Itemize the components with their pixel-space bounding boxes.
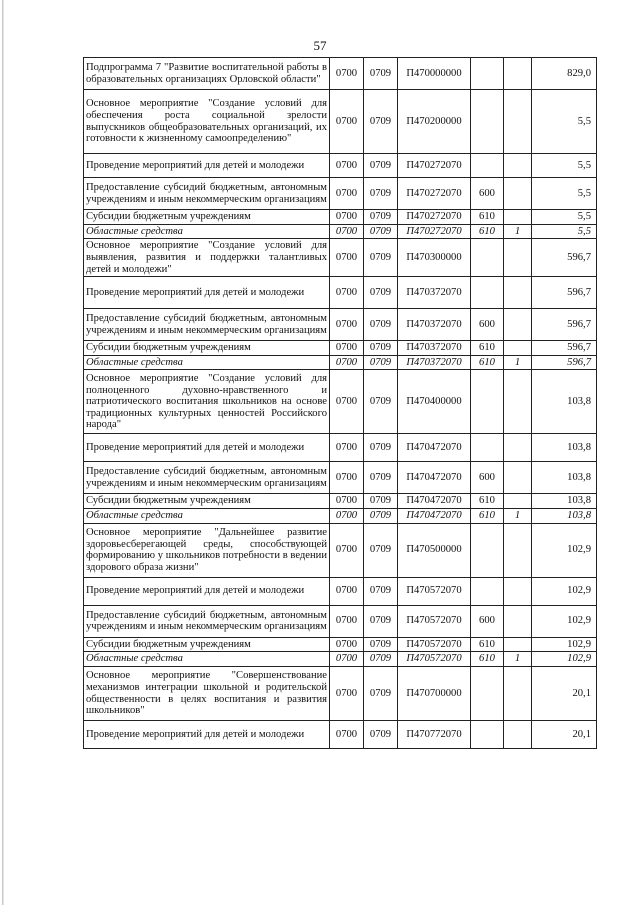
row-expense-cell xyxy=(471,58,504,90)
row-sum-cell: 20,1 xyxy=(532,721,597,749)
row-extra-cell xyxy=(504,494,532,509)
row-subsection-cell: 0709 xyxy=(364,605,398,637)
row-sum-cell: 5,5 xyxy=(532,154,597,178)
row-sum-cell: 102,9 xyxy=(532,605,597,637)
row-section-cell: 0700 xyxy=(330,434,364,462)
row-expense-cell: 610 xyxy=(471,509,504,524)
row-name-cell: Проведение мероприятий для детей и молодежи xyxy=(84,721,330,749)
table-row xyxy=(84,494,597,509)
row-section-cell: 0700 xyxy=(330,341,364,356)
row-expense-cell xyxy=(471,370,504,434)
row-subsection-cell: 0709 xyxy=(364,652,398,667)
row-subsection-cell: 0709 xyxy=(364,154,398,178)
row-sum-cell: 596,7 xyxy=(532,309,597,341)
table-row xyxy=(84,309,597,341)
row-section-cell: 0700 xyxy=(330,577,364,605)
table-row xyxy=(84,605,597,637)
row-expense-cell: 600 xyxy=(471,178,504,210)
row-target-cell: П470000000 xyxy=(398,58,471,90)
row-extra-cell: 1 xyxy=(504,652,532,667)
row-subsection-cell: 0709 xyxy=(364,355,398,370)
row-extra-cell xyxy=(504,434,532,462)
row-expense-cell: 610 xyxy=(471,652,504,667)
row-target-cell: П470372070 xyxy=(398,277,471,309)
row-name-cell: Основное мероприятие "Создание условий для выявления, развития и поддержки талантливых детей и молодежи" xyxy=(84,239,330,277)
row-expense-cell: 610 xyxy=(471,341,504,356)
row-name-cell: Субсидии бюджетным учреждениям xyxy=(84,494,330,509)
page-number: 57 xyxy=(313,38,327,53)
row-target-cell: П470572070 xyxy=(398,652,471,667)
row-sum-cell: 103,8 xyxy=(532,462,597,494)
row-target-cell: П470272070 xyxy=(398,224,471,239)
row-subsection-cell: 0709 xyxy=(364,58,398,90)
row-name-cell: Субсидии бюджетным учреждениям xyxy=(84,341,330,356)
row-target-cell: П470472070 xyxy=(398,434,471,462)
row-subsection-cell: 0709 xyxy=(364,667,398,721)
row-extra-cell xyxy=(504,210,532,225)
row-name-cell: Областные средства xyxy=(84,224,330,239)
row-section-cell: 0700 xyxy=(330,210,364,225)
row-name-cell: Предоставление субсидий бюджетным, автономным учреждениям и иным некоммерческим организациям xyxy=(84,309,330,341)
row-target-cell: П470272070 xyxy=(398,154,471,178)
row-target-cell: П470272070 xyxy=(398,178,471,210)
row-section-cell: 0700 xyxy=(330,154,364,178)
row-target-cell: П470572070 xyxy=(398,637,471,652)
row-section-cell: 0700 xyxy=(330,178,364,210)
row-expense-cell: 610 xyxy=(471,355,504,370)
row-section-cell: 0700 xyxy=(330,721,364,749)
row-name-cell: Проведение мероприятий для детей и молодежи xyxy=(84,154,330,178)
row-sum-cell: 103,8 xyxy=(532,494,597,509)
table-row xyxy=(84,509,597,524)
row-sum-cell: 596,7 xyxy=(532,277,597,309)
row-target-cell: П470772070 xyxy=(398,721,471,749)
row-sum-cell: 20,1 xyxy=(532,667,597,721)
row-name-cell: Субсидии бюджетным учреждениям xyxy=(84,210,330,225)
row-section-cell: 0700 xyxy=(330,667,364,721)
row-sum-cell: 102,9 xyxy=(532,523,597,577)
table-row xyxy=(84,178,597,210)
table-row xyxy=(84,90,597,154)
row-sum-cell: 829,0 xyxy=(532,58,597,90)
row-section-cell: 0700 xyxy=(330,355,364,370)
budget-table xyxy=(83,57,597,749)
row-extra-cell xyxy=(504,605,532,637)
row-expense-cell: 610 xyxy=(471,224,504,239)
row-section-cell: 0700 xyxy=(330,605,364,637)
row-section-cell: 0700 xyxy=(330,239,364,277)
table-row xyxy=(84,58,597,90)
row-expense-cell: 600 xyxy=(471,309,504,341)
row-section-cell: 0700 xyxy=(330,523,364,577)
row-target-cell: П470500000 xyxy=(398,523,471,577)
table-row xyxy=(84,210,597,225)
row-name-cell: Областные средства xyxy=(84,355,330,370)
row-extra-cell xyxy=(504,178,532,210)
row-name-cell: Проведение мероприятий для детей и молодежи xyxy=(84,277,330,309)
row-sum-cell: 103,8 xyxy=(532,370,597,434)
row-subsection-cell: 0709 xyxy=(364,577,398,605)
table-row xyxy=(84,154,597,178)
row-extra-cell xyxy=(504,58,532,90)
row-expense-cell: 610 xyxy=(471,494,504,509)
row-sum-cell: 102,9 xyxy=(532,652,597,667)
row-extra-cell xyxy=(504,577,532,605)
row-extra-cell: 1 xyxy=(504,224,532,239)
row-sum-cell: 596,7 xyxy=(532,239,597,277)
row-name-cell: Субсидии бюджетным учреждениям xyxy=(84,637,330,652)
row-expense-cell xyxy=(471,577,504,605)
row-target-cell: П470472070 xyxy=(398,494,471,509)
table-row xyxy=(84,370,597,434)
row-extra-cell xyxy=(504,239,532,277)
row-section-cell: 0700 xyxy=(330,494,364,509)
row-extra-cell xyxy=(504,309,532,341)
table-row xyxy=(84,224,597,239)
row-name-cell: Проведение мероприятий для детей и молодежи xyxy=(84,577,330,605)
row-extra-cell: 1 xyxy=(504,509,532,524)
row-target-cell: П470472070 xyxy=(398,509,471,524)
row-target-cell: П470572070 xyxy=(398,605,471,637)
row-extra-cell xyxy=(504,90,532,154)
row-sum-cell: 596,7 xyxy=(532,341,597,356)
row-extra-cell xyxy=(504,721,532,749)
row-target-cell: П470700000 xyxy=(398,667,471,721)
row-target-cell: П470300000 xyxy=(398,239,471,277)
table-row xyxy=(84,667,597,721)
row-extra-cell xyxy=(504,637,532,652)
table-row xyxy=(84,652,597,667)
row-target-cell: П470372070 xyxy=(398,309,471,341)
row-subsection-cell: 0709 xyxy=(364,90,398,154)
row-section-cell: 0700 xyxy=(330,652,364,667)
row-section-cell: 0700 xyxy=(330,637,364,652)
row-sum-cell: 5,5 xyxy=(532,210,597,225)
row-subsection-cell: 0709 xyxy=(364,341,398,356)
row-sum-cell: 5,5 xyxy=(532,178,597,210)
row-sum-cell: 103,8 xyxy=(532,434,597,462)
row-subsection-cell: 0709 xyxy=(364,462,398,494)
row-expense-cell xyxy=(471,154,504,178)
row-expense-cell xyxy=(471,667,504,721)
row-section-cell: 0700 xyxy=(330,462,364,494)
row-section-cell: 0700 xyxy=(330,370,364,434)
row-sum-cell: 5,5 xyxy=(532,90,597,154)
row-section-cell: 0700 xyxy=(330,58,364,90)
row-subsection-cell: 0709 xyxy=(364,210,398,225)
row-target-cell: П470272070 xyxy=(398,210,471,225)
row-section-cell: 0700 xyxy=(330,309,364,341)
row-sum-cell: 102,9 xyxy=(532,577,597,605)
table-row xyxy=(84,277,597,309)
row-name-cell: Областные средства xyxy=(84,509,330,524)
row-extra-cell: 1 xyxy=(504,355,532,370)
row-subsection-cell: 0709 xyxy=(364,721,398,749)
row-target-cell: П470400000 xyxy=(398,370,471,434)
row-extra-cell xyxy=(504,462,532,494)
row-subsection-cell: 0709 xyxy=(364,370,398,434)
row-name-cell: Предоставление субсидий бюджетным, автономным учреждениям и иным некоммерческим организациям xyxy=(84,178,330,210)
row-section-cell: 0700 xyxy=(330,224,364,239)
table-row xyxy=(84,434,597,462)
row-extra-cell xyxy=(504,277,532,309)
row-subsection-cell: 0709 xyxy=(364,224,398,239)
row-subsection-cell: 0709 xyxy=(364,509,398,524)
row-sum-cell: 102,9 xyxy=(532,637,597,652)
row-subsection-cell: 0709 xyxy=(364,309,398,341)
row-expense-cell xyxy=(471,90,504,154)
row-expense-cell xyxy=(471,434,504,462)
table-row xyxy=(84,239,597,277)
row-target-cell: П470372070 xyxy=(398,355,471,370)
row-section-cell: 0700 xyxy=(330,509,364,524)
row-expense-cell xyxy=(471,721,504,749)
table-row xyxy=(84,355,597,370)
row-expense-cell xyxy=(471,523,504,577)
table-row xyxy=(84,577,597,605)
row-name-cell: Проведение мероприятий для детей и молодежи xyxy=(84,434,330,462)
row-subsection-cell: 0709 xyxy=(364,523,398,577)
row-extra-cell xyxy=(504,341,532,356)
table-row xyxy=(84,523,597,577)
table-row xyxy=(84,637,597,652)
row-extra-cell xyxy=(504,154,532,178)
row-section-cell: 0700 xyxy=(330,90,364,154)
row-extra-cell xyxy=(504,523,532,577)
row-target-cell: П470200000 xyxy=(398,90,471,154)
row-subsection-cell: 0709 xyxy=(364,178,398,210)
row-sum-cell: 5,5 xyxy=(532,224,597,239)
table-body xyxy=(84,58,597,749)
row-name-cell: Подпрограмма 7 "Развитие воспитательной работы в образовательных организациях Орловской области" xyxy=(84,58,330,90)
row-expense-cell: 610 xyxy=(471,637,504,652)
row-subsection-cell: 0709 xyxy=(364,277,398,309)
row-target-cell: П470572070 xyxy=(398,577,471,605)
row-subsection-cell: 0709 xyxy=(364,494,398,509)
row-name-cell: Основное мероприятие "Дальнейшее развитие здоровьесберегающей среды, способствующей формированию у школьников потребности в ведении здорового образа жизни" xyxy=(84,523,330,577)
row-subsection-cell: 0709 xyxy=(364,637,398,652)
row-name-cell: Областные средства xyxy=(84,652,330,667)
row-target-cell: П470472070 xyxy=(398,462,471,494)
row-subsection-cell: 0709 xyxy=(364,434,398,462)
table-row xyxy=(84,462,597,494)
row-name-cell: Основное мероприятие "Совершенствование механизмов интеграции школьной и родительской общественности в целях воспитания и развития школьников" xyxy=(84,667,330,721)
row-expense-cell: 600 xyxy=(471,462,504,494)
row-expense-cell: 610 xyxy=(471,210,504,225)
row-target-cell: П470372070 xyxy=(398,341,471,356)
table-row xyxy=(84,721,597,749)
table-row xyxy=(84,341,597,356)
row-expense-cell xyxy=(471,277,504,309)
row-extra-cell xyxy=(504,667,532,721)
row-name-cell: Предоставление субсидий бюджетным, автономным учреждениям и иным некоммерческим организациям xyxy=(84,462,330,494)
row-extra-cell xyxy=(504,370,532,434)
row-sum-cell: 596,7 xyxy=(532,355,597,370)
page-edge xyxy=(2,0,4,905)
row-expense-cell: 600 xyxy=(471,605,504,637)
row-name-cell: Основное мероприятие "Создание условий для полноценного духовно-нравственного и патриотического воспитания школьников на основе традиционных культурных ценностей Российского народа" xyxy=(84,370,330,434)
row-expense-cell xyxy=(471,239,504,277)
row-sum-cell: 103,8 xyxy=(532,509,597,524)
row-name-cell: Предоставление субсидий бюджетным, автономным учреждениям и иным некоммерческим организациям xyxy=(84,605,330,637)
row-name-cell: Основное мероприятие "Создание условий для обеспечения роста социальной зрелости выпускников общеобразовательных организаций, их готовности к жизненному самоопределению" xyxy=(84,90,330,154)
row-subsection-cell: 0709 xyxy=(364,239,398,277)
row-section-cell: 0700 xyxy=(330,277,364,309)
